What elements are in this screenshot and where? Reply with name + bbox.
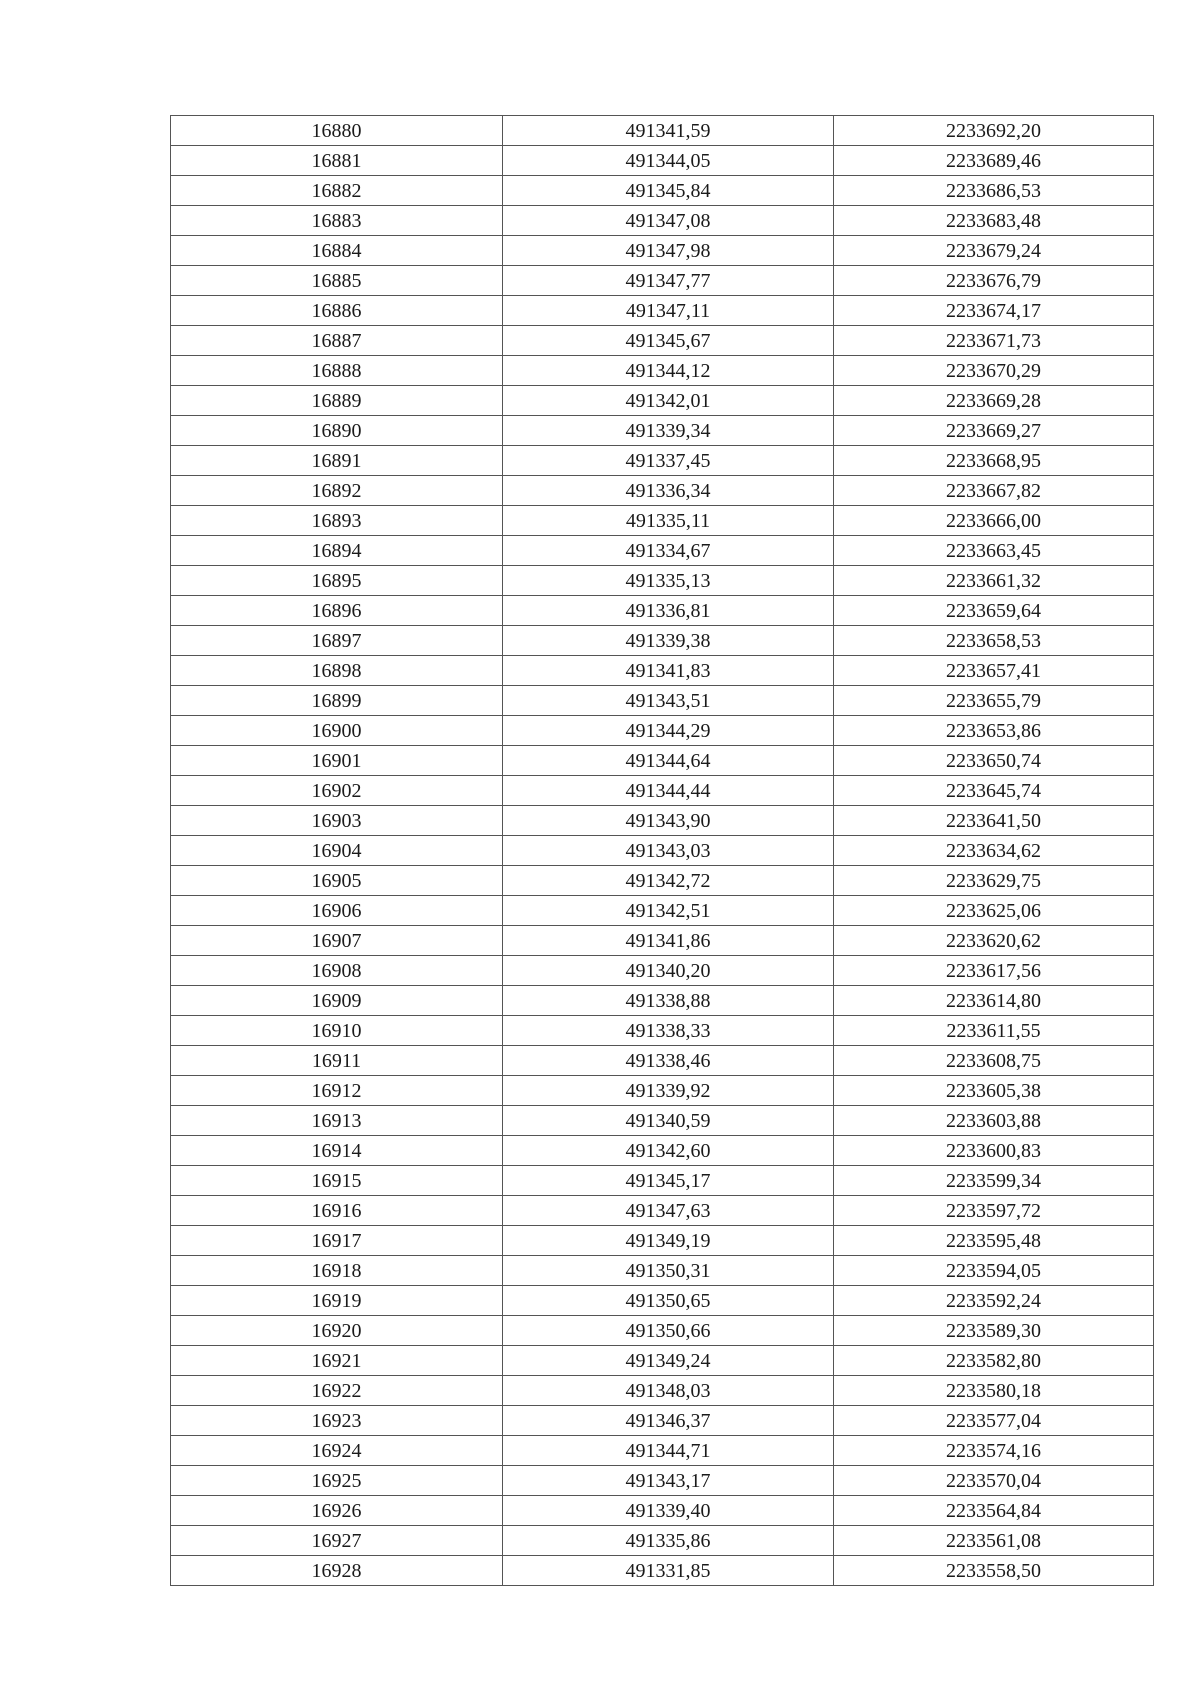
x-coordinate-cell: 491349,24 xyxy=(503,1346,834,1376)
y-coordinate-cell: 2233625,06 xyxy=(834,896,1154,926)
point-number-cell: 16896 xyxy=(171,596,503,626)
table-row xyxy=(171,506,1154,536)
y-coordinate-cell: 2233671,73 xyxy=(834,326,1154,356)
y-coordinate-cell: 2233668,95 xyxy=(834,446,1154,476)
point-number-cell: 16924 xyxy=(171,1436,503,1466)
y-coordinate-cell: 2233658,53 xyxy=(834,626,1154,656)
x-coordinate-cell: 491347,08 xyxy=(503,206,834,236)
y-coordinate-cell: 2233614,80 xyxy=(834,986,1154,1016)
table-row xyxy=(171,956,1154,986)
table-row xyxy=(171,746,1154,776)
y-coordinate-cell: 2233574,16 xyxy=(834,1436,1154,1466)
y-coordinate-cell: 2233674,17 xyxy=(834,296,1154,326)
table-row xyxy=(171,1436,1154,1466)
point-number-cell: 16914 xyxy=(171,1136,503,1166)
x-coordinate-cell: 491340,59 xyxy=(503,1106,834,1136)
x-coordinate-cell: 491338,88 xyxy=(503,986,834,1016)
x-coordinate-cell: 491347,63 xyxy=(503,1196,834,1226)
y-coordinate-cell: 2233676,79 xyxy=(834,266,1154,296)
point-number-cell: 16883 xyxy=(171,206,503,236)
y-coordinate-cell: 2233692,20 xyxy=(834,116,1154,146)
point-number-cell: 16895 xyxy=(171,566,503,596)
table-row xyxy=(171,836,1154,866)
table-row xyxy=(171,896,1154,926)
x-coordinate-cell: 491347,98 xyxy=(503,236,834,266)
point-number-cell: 16897 xyxy=(171,626,503,656)
point-number-cell: 16920 xyxy=(171,1316,503,1346)
point-number-cell: 16903 xyxy=(171,806,503,836)
y-coordinate-cell: 2233558,50 xyxy=(834,1556,1154,1586)
table-row xyxy=(171,776,1154,806)
table-row xyxy=(171,596,1154,626)
y-coordinate-cell: 2233597,72 xyxy=(834,1196,1154,1226)
y-coordinate-cell: 2233686,53 xyxy=(834,176,1154,206)
table-row xyxy=(171,1196,1154,1226)
y-coordinate-cell: 2233595,48 xyxy=(834,1226,1154,1256)
x-coordinate-cell: 491345,84 xyxy=(503,176,834,206)
y-coordinate-cell: 2233655,79 xyxy=(834,686,1154,716)
point-number-cell: 16906 xyxy=(171,896,503,926)
y-coordinate-cell: 2233669,27 xyxy=(834,416,1154,446)
table-row xyxy=(171,626,1154,656)
y-coordinate-cell: 2233669,28 xyxy=(834,386,1154,416)
y-coordinate-cell: 2233634,62 xyxy=(834,836,1154,866)
point-number-cell: 16915 xyxy=(171,1166,503,1196)
point-number-cell: 16888 xyxy=(171,356,503,386)
table-row xyxy=(171,266,1154,296)
point-number-cell: 16902 xyxy=(171,776,503,806)
x-coordinate-cell: 491342,72 xyxy=(503,866,834,896)
point-number-cell: 16907 xyxy=(171,926,503,956)
point-number-cell: 16889 xyxy=(171,386,503,416)
table-row xyxy=(171,1226,1154,1256)
x-coordinate-cell: 491344,64 xyxy=(503,746,834,776)
table-row xyxy=(171,1496,1154,1526)
table-row xyxy=(171,866,1154,896)
table-row xyxy=(171,1526,1154,1556)
y-coordinate-cell: 2233657,41 xyxy=(834,656,1154,686)
point-number-cell: 16927 xyxy=(171,1526,503,1556)
y-coordinate-cell: 2233667,82 xyxy=(834,476,1154,506)
table-row xyxy=(171,716,1154,746)
table-row xyxy=(171,206,1154,236)
point-number-cell: 16917 xyxy=(171,1226,503,1256)
point-number-cell: 16921 xyxy=(171,1346,503,1376)
x-coordinate-cell: 491350,31 xyxy=(503,1256,834,1286)
table-row xyxy=(171,476,1154,506)
point-number-cell: 16893 xyxy=(171,506,503,536)
x-coordinate-cell: 491347,11 xyxy=(503,296,834,326)
point-number-cell: 16926 xyxy=(171,1496,503,1526)
table-row xyxy=(171,1046,1154,1076)
coordinates-table-body xyxy=(171,116,1154,1586)
point-number-cell: 16900 xyxy=(171,716,503,746)
point-number-cell: 16890 xyxy=(171,416,503,446)
y-coordinate-cell: 2233580,18 xyxy=(834,1376,1154,1406)
table-row xyxy=(171,1406,1154,1436)
y-coordinate-cell: 2233683,48 xyxy=(834,206,1154,236)
point-number-cell: 16886 xyxy=(171,296,503,326)
point-number-cell: 16928 xyxy=(171,1556,503,1586)
table-row xyxy=(171,416,1154,446)
x-coordinate-cell: 491341,83 xyxy=(503,656,834,686)
point-number-cell: 16901 xyxy=(171,746,503,776)
x-coordinate-cell: 491346,37 xyxy=(503,1406,834,1436)
point-number-cell: 16909 xyxy=(171,986,503,1016)
point-number-cell: 16882 xyxy=(171,176,503,206)
table-row xyxy=(171,1076,1154,1106)
y-coordinate-cell: 2233577,04 xyxy=(834,1406,1154,1436)
point-number-cell: 16923 xyxy=(171,1406,503,1436)
x-coordinate-cell: 491342,01 xyxy=(503,386,834,416)
table-row xyxy=(171,1556,1154,1586)
table-row xyxy=(171,1016,1154,1046)
point-number-cell: 16892 xyxy=(171,476,503,506)
point-number-cell: 16925 xyxy=(171,1466,503,1496)
x-coordinate-cell: 491350,66 xyxy=(503,1316,834,1346)
point-number-cell: 16894 xyxy=(171,536,503,566)
x-coordinate-cell: 491331,85 xyxy=(503,1556,834,1586)
x-coordinate-cell: 491343,17 xyxy=(503,1466,834,1496)
y-coordinate-cell: 2233608,75 xyxy=(834,1046,1154,1076)
y-coordinate-cell: 2233561,08 xyxy=(834,1526,1154,1556)
table-row xyxy=(171,116,1154,146)
table-row xyxy=(171,326,1154,356)
table-row xyxy=(171,686,1154,716)
y-coordinate-cell: 2233620,62 xyxy=(834,926,1154,956)
table-row xyxy=(171,986,1154,1016)
y-coordinate-cell: 2233599,34 xyxy=(834,1166,1154,1196)
table-row xyxy=(171,1316,1154,1346)
point-number-cell: 16916 xyxy=(171,1196,503,1226)
x-coordinate-cell: 491335,86 xyxy=(503,1526,834,1556)
x-coordinate-cell: 491339,40 xyxy=(503,1496,834,1526)
x-coordinate-cell: 491335,13 xyxy=(503,566,834,596)
x-coordinate-cell: 491345,17 xyxy=(503,1166,834,1196)
x-coordinate-cell: 491340,20 xyxy=(503,956,834,986)
point-number-cell: 16913 xyxy=(171,1106,503,1136)
table-row xyxy=(171,1256,1154,1286)
x-coordinate-cell: 491345,67 xyxy=(503,326,834,356)
x-coordinate-cell: 491341,86 xyxy=(503,926,834,956)
y-coordinate-cell: 2233617,56 xyxy=(834,956,1154,986)
x-coordinate-cell: 491350,65 xyxy=(503,1286,834,1316)
y-coordinate-cell: 2233663,45 xyxy=(834,536,1154,566)
y-coordinate-cell: 2233582,80 xyxy=(834,1346,1154,1376)
table-row xyxy=(171,656,1154,686)
x-coordinate-cell: 491341,59 xyxy=(503,116,834,146)
point-number-cell: 16911 xyxy=(171,1046,503,1076)
x-coordinate-cell: 491347,77 xyxy=(503,266,834,296)
x-coordinate-cell: 491344,05 xyxy=(503,146,834,176)
y-coordinate-cell: 2233641,50 xyxy=(834,806,1154,836)
table-row xyxy=(171,1466,1154,1496)
y-coordinate-cell: 2233605,38 xyxy=(834,1076,1154,1106)
y-coordinate-cell: 2233661,32 xyxy=(834,566,1154,596)
point-number-cell: 16887 xyxy=(171,326,503,356)
y-coordinate-cell: 2233629,75 xyxy=(834,866,1154,896)
table-row xyxy=(171,1136,1154,1166)
x-coordinate-cell: 491344,29 xyxy=(503,716,834,746)
table-row xyxy=(171,926,1154,956)
point-number-cell: 16898 xyxy=(171,656,503,686)
y-coordinate-cell: 2233659,64 xyxy=(834,596,1154,626)
x-coordinate-cell: 491344,44 xyxy=(503,776,834,806)
x-coordinate-cell: 491342,51 xyxy=(503,896,834,926)
point-number-cell: 16905 xyxy=(171,866,503,896)
x-coordinate-cell: 491343,90 xyxy=(503,806,834,836)
table-row xyxy=(171,356,1154,386)
x-coordinate-cell: 491336,81 xyxy=(503,596,834,626)
point-number-cell: 16912 xyxy=(171,1076,503,1106)
table-row xyxy=(171,176,1154,206)
table-row xyxy=(171,386,1154,416)
point-number-cell: 16881 xyxy=(171,146,503,176)
coordinates-table xyxy=(170,115,1154,1586)
table-row xyxy=(171,566,1154,596)
y-coordinate-cell: 2233589,30 xyxy=(834,1316,1154,1346)
x-coordinate-cell: 491339,92 xyxy=(503,1076,834,1106)
point-number-cell: 16885 xyxy=(171,266,503,296)
table-row xyxy=(171,1106,1154,1136)
point-number-cell: 16891 xyxy=(171,446,503,476)
point-number-cell: 16884 xyxy=(171,236,503,266)
table-row xyxy=(171,236,1154,266)
x-coordinate-cell: 491334,67 xyxy=(503,536,834,566)
y-coordinate-cell: 2233611,55 xyxy=(834,1016,1154,1046)
x-coordinate-cell: 491338,46 xyxy=(503,1046,834,1076)
x-coordinate-cell: 491343,03 xyxy=(503,836,834,866)
y-coordinate-cell: 2233592,24 xyxy=(834,1286,1154,1316)
table-row xyxy=(171,1376,1154,1406)
point-number-cell: 16922 xyxy=(171,1376,503,1406)
y-coordinate-cell: 2233603,88 xyxy=(834,1106,1154,1136)
y-coordinate-cell: 2233689,46 xyxy=(834,146,1154,176)
point-number-cell: 16899 xyxy=(171,686,503,716)
y-coordinate-cell: 2233570,04 xyxy=(834,1466,1154,1496)
table-row xyxy=(171,1166,1154,1196)
x-coordinate-cell: 491343,51 xyxy=(503,686,834,716)
table-row xyxy=(171,1286,1154,1316)
x-coordinate-cell: 491344,12 xyxy=(503,356,834,386)
x-coordinate-cell: 491339,38 xyxy=(503,626,834,656)
x-coordinate-cell: 491335,11 xyxy=(503,506,834,536)
table-row xyxy=(171,536,1154,566)
point-number-cell: 16918 xyxy=(171,1256,503,1286)
y-coordinate-cell: 2233564,84 xyxy=(834,1496,1154,1526)
x-coordinate-cell: 491338,33 xyxy=(503,1016,834,1046)
table-row xyxy=(171,446,1154,476)
point-number-cell: 16904 xyxy=(171,836,503,866)
y-coordinate-cell: 2233679,24 xyxy=(834,236,1154,266)
x-coordinate-cell: 491349,19 xyxy=(503,1226,834,1256)
y-coordinate-cell: 2233645,74 xyxy=(834,776,1154,806)
x-coordinate-cell: 491336,34 xyxy=(503,476,834,506)
y-coordinate-cell: 2233670,29 xyxy=(834,356,1154,386)
point-number-cell: 16880 xyxy=(171,116,503,146)
point-number-cell: 16908 xyxy=(171,956,503,986)
x-coordinate-cell: 491337,45 xyxy=(503,446,834,476)
y-coordinate-cell: 2233594,05 xyxy=(834,1256,1154,1286)
table-row xyxy=(171,806,1154,836)
table-row xyxy=(171,1346,1154,1376)
x-coordinate-cell: 491344,71 xyxy=(503,1436,834,1466)
point-number-cell: 16910 xyxy=(171,1016,503,1046)
x-coordinate-cell: 491348,03 xyxy=(503,1376,834,1406)
table-row xyxy=(171,296,1154,326)
table-row xyxy=(171,146,1154,176)
y-coordinate-cell: 2233650,74 xyxy=(834,746,1154,776)
y-coordinate-cell: 2233600,83 xyxy=(834,1136,1154,1166)
point-number-cell: 16919 xyxy=(171,1286,503,1316)
y-coordinate-cell: 2233653,86 xyxy=(834,716,1154,746)
x-coordinate-cell: 491342,60 xyxy=(503,1136,834,1166)
x-coordinate-cell: 491339,34 xyxy=(503,416,834,446)
y-coordinate-cell: 2233666,00 xyxy=(834,506,1154,536)
